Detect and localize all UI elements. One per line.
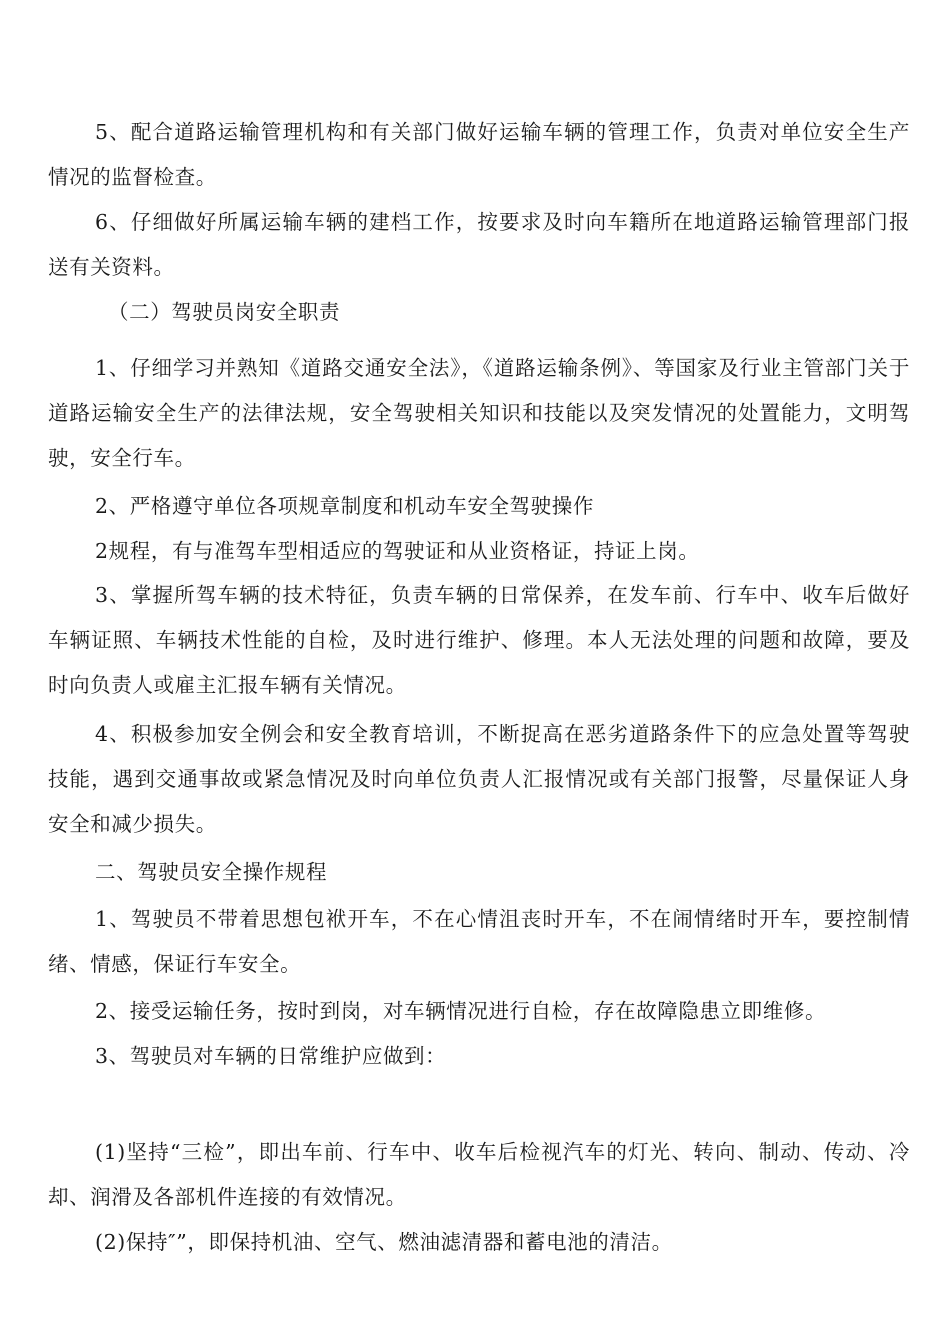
paragraph-rule-1: 1、驾驶员不带着思想包袱开车，不在心情沮丧时开车，不在闹情绪时开车，要控制情绪、情感，保证行车安全。 [48,907,910,976]
paragraph-item-5: 5、配合道路运输管理机构和有关部门做好运输车辆的管理工作，负责对单位安全生产情况的监督检查。 [48,120,910,189]
paragraph-rule-3: 3、驾驶员对车辆的日常维护应做到： [95,1044,447,1068]
paragraph-rule-3-item-2: (2)保持″”，即保持机油、空气、燃油滤清器和蓄电池的清洁。 [95,1230,673,1254]
section-heading-operating-rules: 二、驾驶员安全操作规程 [95,860,328,884]
paragraph-rule-2: 2、接受运输任务，按时到岗，对车辆情况进行自检，存在故障隐患立即维修。 [95,999,827,1023]
paragraph-item-6: 6、仔细做好所属运输车辆的建档工作，按要求及时向车籍所在地道路运输管理部门报送有关资料。 [48,210,910,279]
paragraph-duty-2: 2、严格遵守单位各项规章制度和机动车安全驾驶操作 [95,494,594,518]
paragraph-duty-3: 3、掌握所驾车辆的技术特征，负责车辆的日常保养，在发车前、行车中、收车后做好车辆证照、车辆技术性能的自检，及时进行维护、修理。本人无法处理的问题和故障，要及时向负责人或雇主汇报车辆有关情况。 [48,583,910,697]
paragraph-rule-3-item-1: (1)坚持“三检”，即出车前、行车中、收车后检视汽车的灯光、转向、制动、传动、冷却、润滑及各部机件连接的有效情况。 [48,1140,910,1209]
paragraph-duty-1: 1、仔细学习并熟知《道路交通安全法》，《道路运输条例》、等国家及行业主管部门关于道路运输安全生产的法律法规，安全驾驶相关知识和技能以及突发情况的处置能力，文明驾驶，安全行车。 [48,356,910,470]
paragraph-duty-4: 4、积极参加安全例会和安全教育培训，不断捉高在恶劣道路条件下的应急处置等驾驶技能，遇到交通事故或紧急情况及时向单位负责人汇报情况或有关部门报警，尽量保证人身安全和减少损失。 [48,722,910,836]
section-heading-driver-duties: （二）驾驶员岗安全职责 [108,300,341,324]
paragraph-duty-2-continued: 2规程，有与准驾车型相适应的驾驶证和从业资格证，持证上岗。 [95,539,700,563]
